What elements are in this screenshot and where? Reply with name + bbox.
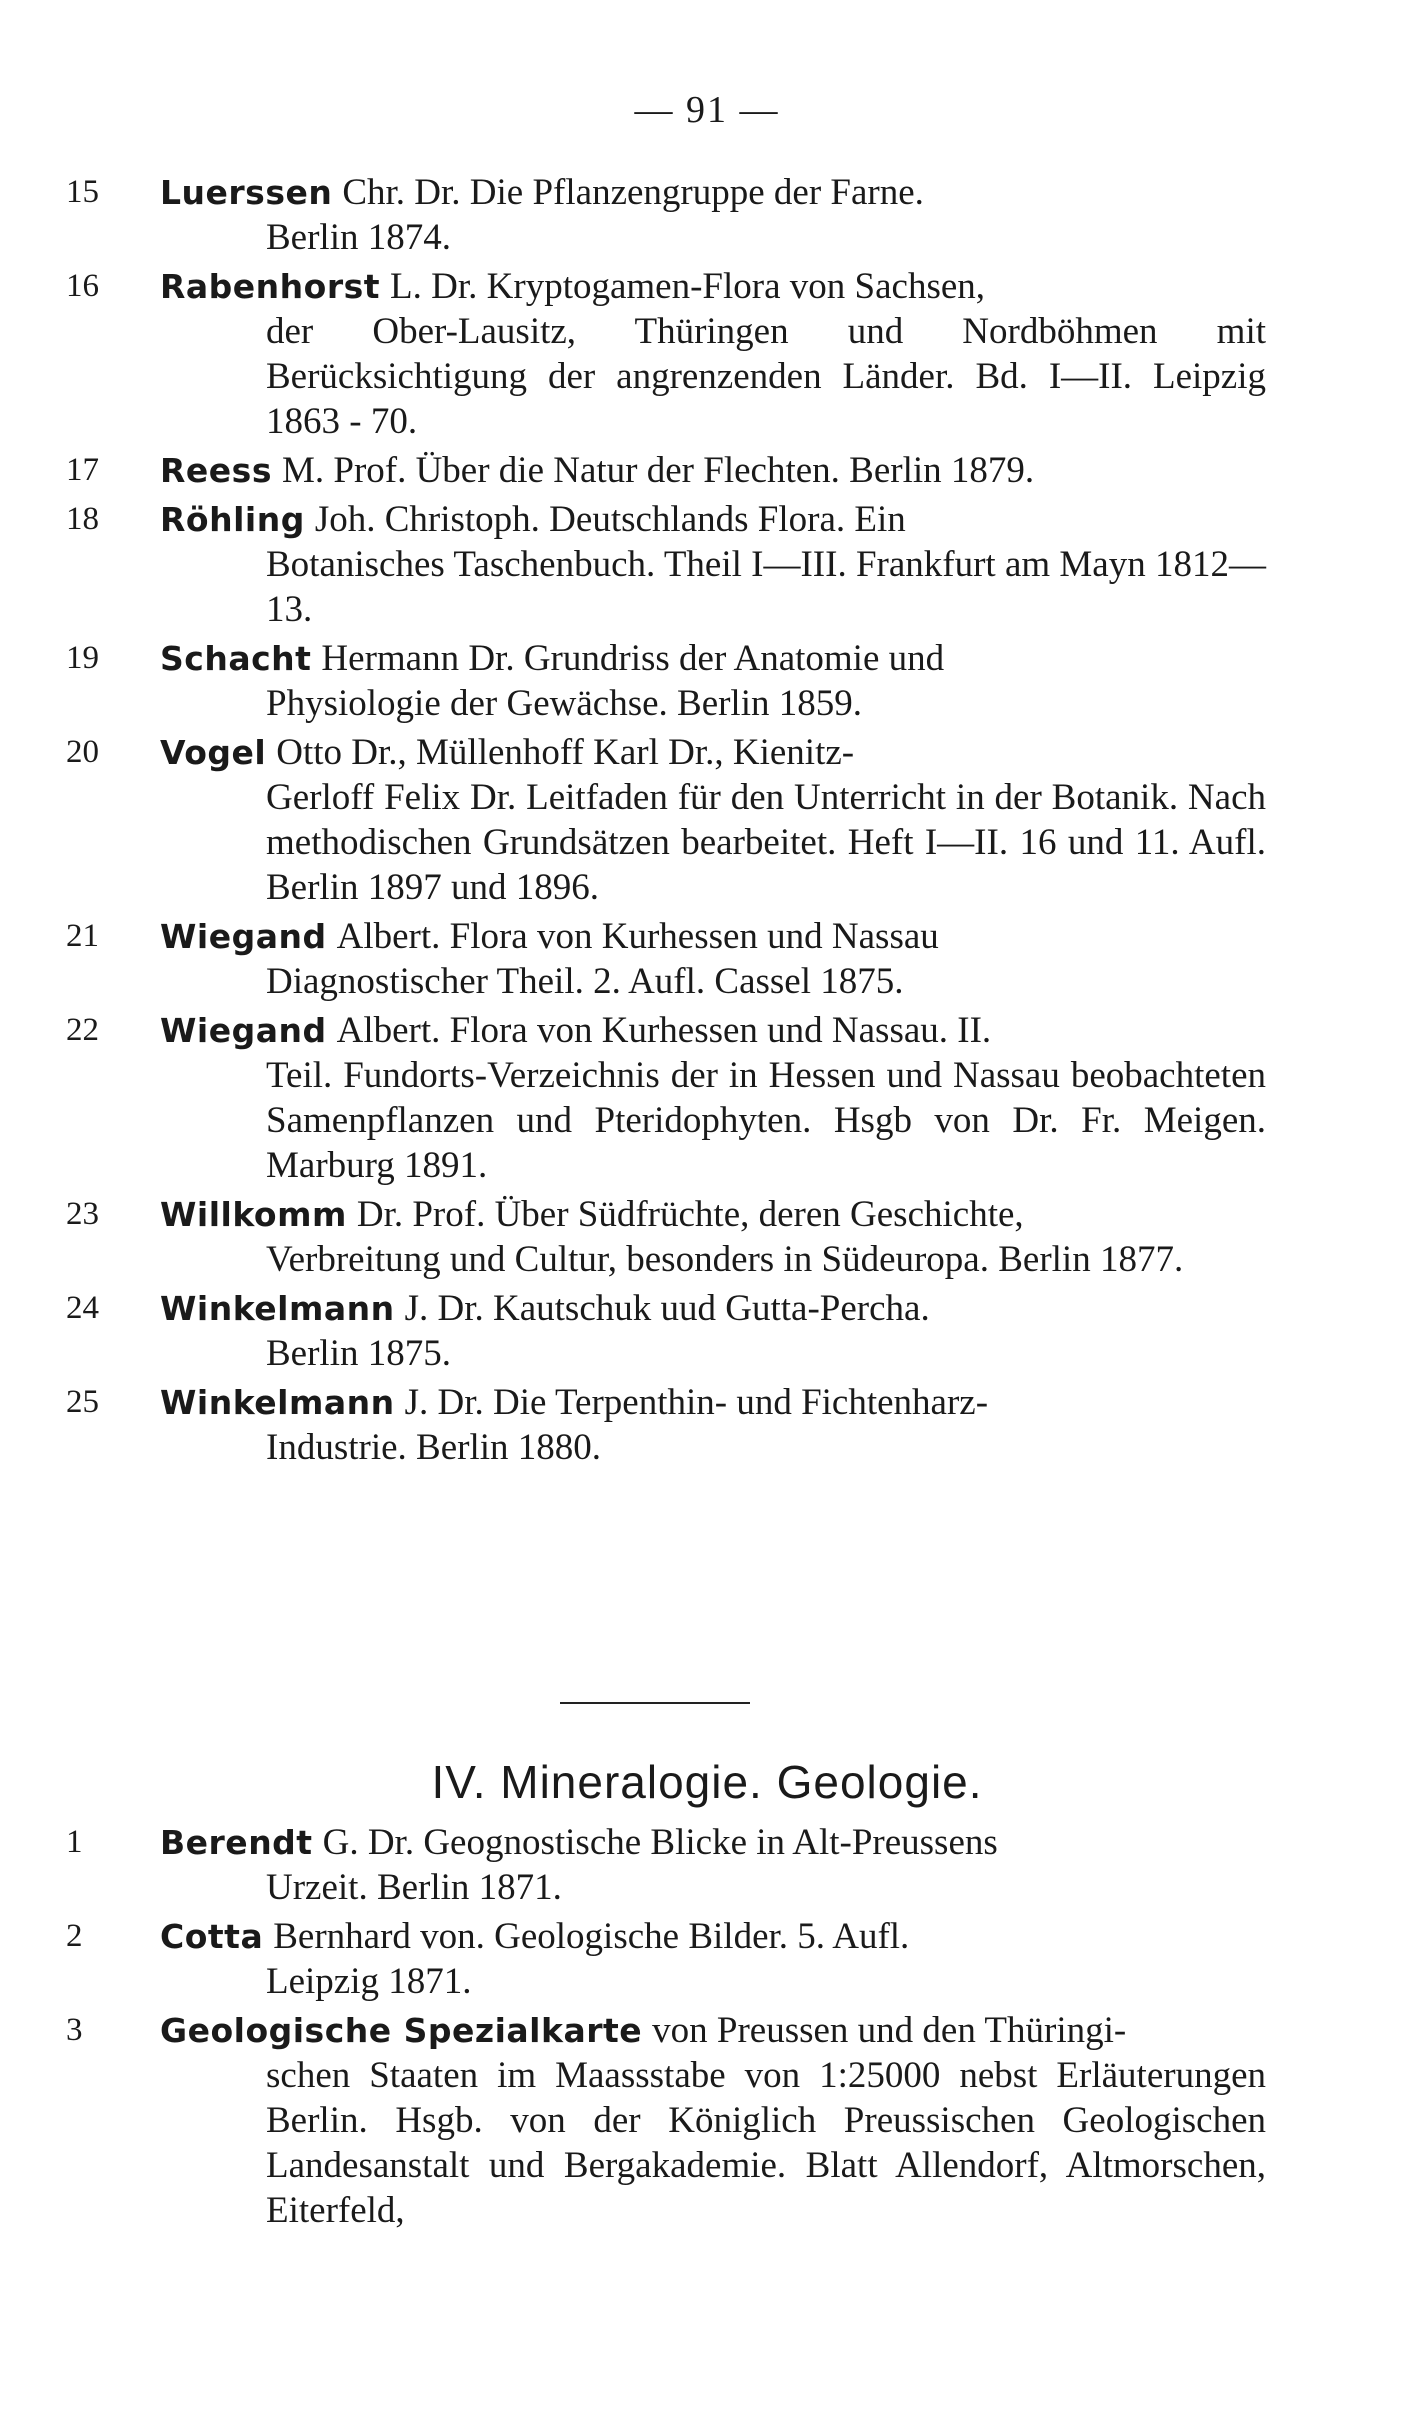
- entry-author: Wiegand: [160, 917, 327, 956]
- entry-continuation: Berlin 1874.: [266, 217, 451, 258]
- entry-number: 16: [66, 268, 99, 304]
- list-item: [66, 1008, 1266, 1188]
- entry-continuation: Leipzig 1871.: [266, 1961, 472, 2002]
- entry-number: 23: [66, 1196, 99, 1232]
- entry-number: 25: [66, 1384, 99, 1420]
- entry-title-line: M. Prof. Über die Natur der Flechten. Berlin 1879.: [281, 450, 1035, 491]
- list-item: [66, 1286, 1266, 1376]
- entry-continuation: Gerloff Felix Dr. Leitfaden für den Unterricht in der Botanik. Nach methodischen Grundsätzen bearbeitet. Heft I—II. 16 und 11. Aufl. Berlin 1897 und 1896.: [266, 777, 1266, 908]
- entry-number: 3: [66, 2012, 83, 2048]
- list-item: [66, 1820, 1266, 1910]
- list-item: [66, 170, 1266, 260]
- entry-author: Luerssen: [160, 173, 333, 212]
- entry-title-line: J. Dr. Kautschuk uud Gutta-Percha.: [404, 1288, 930, 1329]
- entry-number: 24: [66, 1290, 99, 1326]
- entry-author: Reess: [160, 451, 272, 490]
- list-item: [66, 497, 1266, 632]
- list-item: [66, 636, 1266, 726]
- entry-number: 1: [66, 1824, 83, 1860]
- entry-number: 17: [66, 452, 99, 488]
- entry-author: Winkelmann: [160, 1289, 395, 1328]
- entry-list: [66, 170, 1266, 1474]
- entry-title-line: J. Dr. Die Terpenthin- und Fichtenharz-: [404, 1382, 989, 1423]
- list-item: [66, 730, 1266, 910]
- list-item: [66, 914, 1266, 1004]
- entry-continuation: Industrie. Berlin 1880.: [266, 1427, 602, 1468]
- entry-author: Cotta: [160, 1917, 264, 1956]
- entry-number: 2: [66, 1918, 83, 1954]
- entry-title-line: L. Dr. Kryptogamen-Flora von Sachsen,: [390, 266, 986, 307]
- entry-continuation: schen Staaten im Maassstabe von 1:25000 nebst Erläuterungen Berlin. Hsgb. von der Königlich Preussischen Geologischen Landesanstalt und Bergakademie. Blatt Allendorf, Altmorschen, Eiterfeld,: [266, 2055, 1266, 2231]
- section-divider: [560, 1702, 750, 1704]
- list-item: [66, 448, 1266, 493]
- entry-continuation: Urzeit. Berlin 1871.: [266, 1867, 562, 1908]
- entry-author: Geologische Spezialkarte: [160, 2011, 643, 2050]
- section-heading: IV. Mineralogie. Geologie.: [431, 1756, 983, 1808]
- entry-title-line: G. Dr. Geognostische Blicke in Alt-Preussens: [322, 1822, 998, 1863]
- entry-number: 15: [66, 174, 99, 210]
- entry-continuation: der Ober-Lausitz, Thüringen und Nordböhmen mit Berücksichtigung der angrenzenden Länder. Bd. I—II. Leipzig 1863 - 70.: [266, 311, 1266, 442]
- entry-number: 21: [66, 918, 99, 954]
- entry-title-line: Bernhard von. Geologische Bilder. 5. Aufl.: [273, 1916, 910, 1957]
- entry-list-geology: [66, 1820, 1266, 2237]
- list-item: [66, 2008, 1266, 2233]
- page-number: — 91 —: [634, 89, 780, 131]
- entry-author: Vogel: [160, 733, 267, 772]
- entry-continuation: Teil. Fundorts-Verzeichnis der in Hessen und Nassau beobachteten Samenpflanzen und Pteridophyten. Hsgb von Dr. Fr. Meigen. Marburg 1891.: [266, 1055, 1266, 1186]
- entry-number: 18: [66, 501, 99, 537]
- entry-title-line: von Preussen und den Thüringi-: [652, 2010, 1127, 2051]
- list-item: [66, 1914, 1266, 2004]
- entry-continuation: Botanisches Taschenbuch. Theil I—III. Frankfurt am Mayn 1812—13.: [266, 544, 1266, 630]
- entry-title-line: Albert. Flora von Kurhessen und Nassau: [336, 916, 939, 957]
- entry-continuation: Physiologie der Gewächse. Berlin 1859.: [266, 683, 862, 724]
- entry-title-line: Otto Dr., Müllenhoff Karl Dr., Kienitz-: [276, 732, 855, 773]
- list-item: [66, 1192, 1266, 1282]
- entry-continuation: Berlin 1875.: [266, 1333, 451, 1374]
- entry-author: Rabenhorst: [160, 267, 381, 306]
- entry-author: Berendt: [160, 1823, 313, 1862]
- entry-author: Winkelmann: [160, 1383, 395, 1422]
- entry-number: 22: [66, 1012, 99, 1048]
- entry-number: 19: [66, 640, 99, 676]
- list-item: [66, 1380, 1266, 1470]
- entry-author: Schacht: [160, 639, 312, 678]
- entry-author: Willkomm: [160, 1195, 347, 1234]
- entry-title-line: Hermann Dr. Grundriss der Anatomie und: [321, 638, 945, 679]
- entry-continuation: Verbreitung und Cultur, besonders in Südeuropa. Berlin 1877.: [266, 1239, 1184, 1280]
- entry-continuation: Diagnostischer Theil. 2. Aufl. Cassel 1875.: [266, 961, 904, 1002]
- entry-title-line: Joh. Christoph. Deutschlands Flora. Ein: [314, 499, 906, 540]
- entry-author: Röhling: [160, 500, 305, 539]
- entry-title-line: Albert. Flora von Kurhessen und Nassau. II.: [336, 1010, 992, 1051]
- list-item: [66, 264, 1266, 444]
- entry-title-line: Dr. Prof. Über Südfrüchte, deren Geschichte,: [356, 1194, 1024, 1235]
- entry-author: Wiegand: [160, 1011, 327, 1050]
- entry-title-line: Chr. Dr. Die Pflanzengruppe der Farne.: [342, 172, 924, 213]
- entry-number: 20: [66, 734, 99, 770]
